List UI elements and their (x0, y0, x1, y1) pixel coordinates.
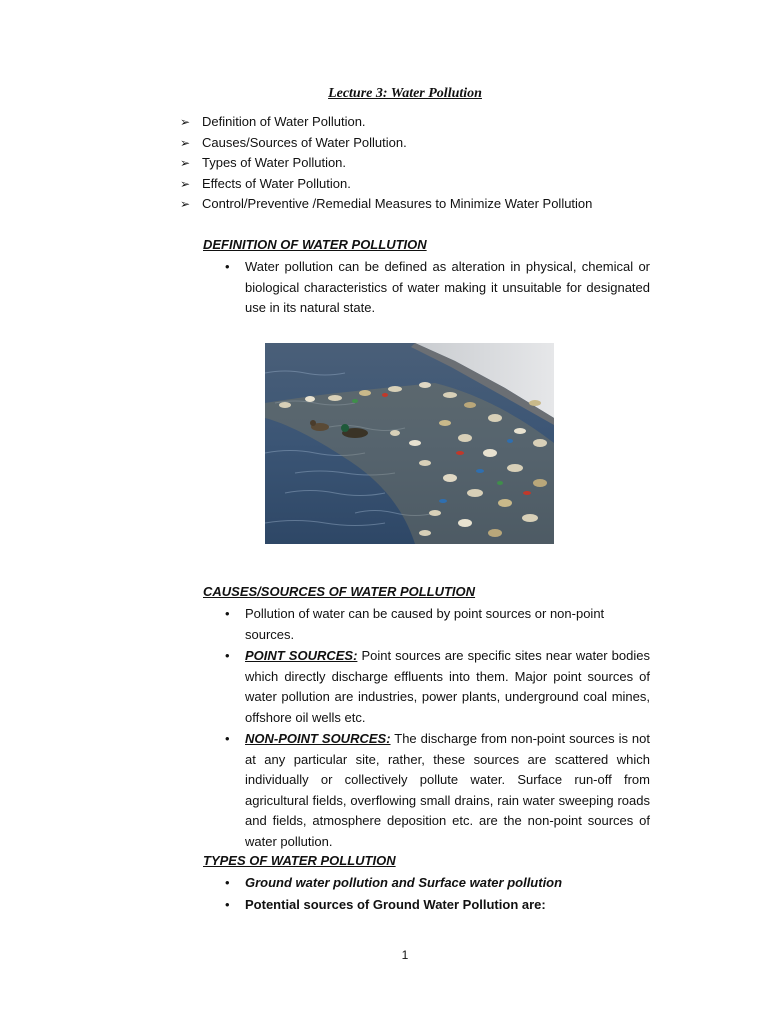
bullet-icon: • (225, 896, 230, 912)
point-sources-label: POINT SOURCES: (245, 648, 358, 663)
definition-heading: DEFINITION OF WATER POLLUTION (203, 237, 427, 252)
list-item: • POINT SOURCES: Point sources are specific sites near water bodies which directly discharge effluents into them. Major point sources of water pollution are industries, power plants, underground coal mines, offshore oil wells etc. (225, 648, 650, 725)
causes-list (225, 604, 650, 853)
types-heading: TYPES OF WATER POLLUTION (203, 853, 396, 868)
list-item: • Ground water pollution and Surface water pollution (245, 873, 650, 894)
bullet-icon: • (225, 731, 230, 746)
arrow-bullet-icon: ➢ (180, 197, 191, 212)
page-number: 1 (401, 948, 409, 962)
types-list (225, 873, 650, 916)
arrow-bullet-icon: ➢ (180, 135, 191, 150)
definition-list (225, 257, 650, 320)
bullet-icon: • (225, 606, 230, 621)
bullet-icon: • (225, 648, 230, 663)
page-title: Lecture 3: Water Pollution (328, 86, 482, 101)
list-item: • Pollution of water can be caused by point sources or non-point sources. (225, 606, 605, 642)
list-item: • Water pollution can be defined as alteration in physical, chemical or biological characteristics of water making it unsuitable for designated use in its natural state. (225, 259, 650, 315)
bullet-icon: • (225, 875, 230, 890)
arrow-bullet-icon: ➢ (180, 156, 191, 171)
bullet-icon: • (225, 259, 230, 274)
outline-item: ➢ Causes/Sources of Water Pollution. (180, 133, 592, 154)
outline-item: ➢ Control/Preventive /Remedial Measures to Minimize Water Pollution (180, 194, 592, 215)
outline-item: ➢ Definition of Water Pollution. (180, 112, 592, 133)
arrow-bullet-icon: ➢ (180, 176, 191, 191)
list-item: • Potential sources of Ground Water Pollution are: (245, 895, 650, 916)
causes-heading: CAUSES/SOURCES OF WATER POLLUTION (203, 584, 476, 599)
polluted-water-image (265, 343, 554, 544)
polluted-water-photo (265, 343, 554, 544)
list-item: • NON-POINT SOURCES: The discharge from non-point sources is not at any particular site, rather, these sources are scattered which individually or collectively pollute water. Surface run-off from agricultural fields, overflowing small drains, rain water sweeping roads and fields, atmosphere deposition etc. are the non-point sources of water pollution. (225, 731, 650, 849)
lecture-outline (180, 112, 592, 215)
arrow-bullet-icon: ➢ (180, 115, 191, 129)
outline-item: ➢ Effects of Water Pollution. (180, 174, 592, 195)
outline-item: ➢ Types of Water Pollution. (180, 153, 592, 174)
non-point-sources-label: NON-POINT SOURCES: (245, 731, 391, 746)
